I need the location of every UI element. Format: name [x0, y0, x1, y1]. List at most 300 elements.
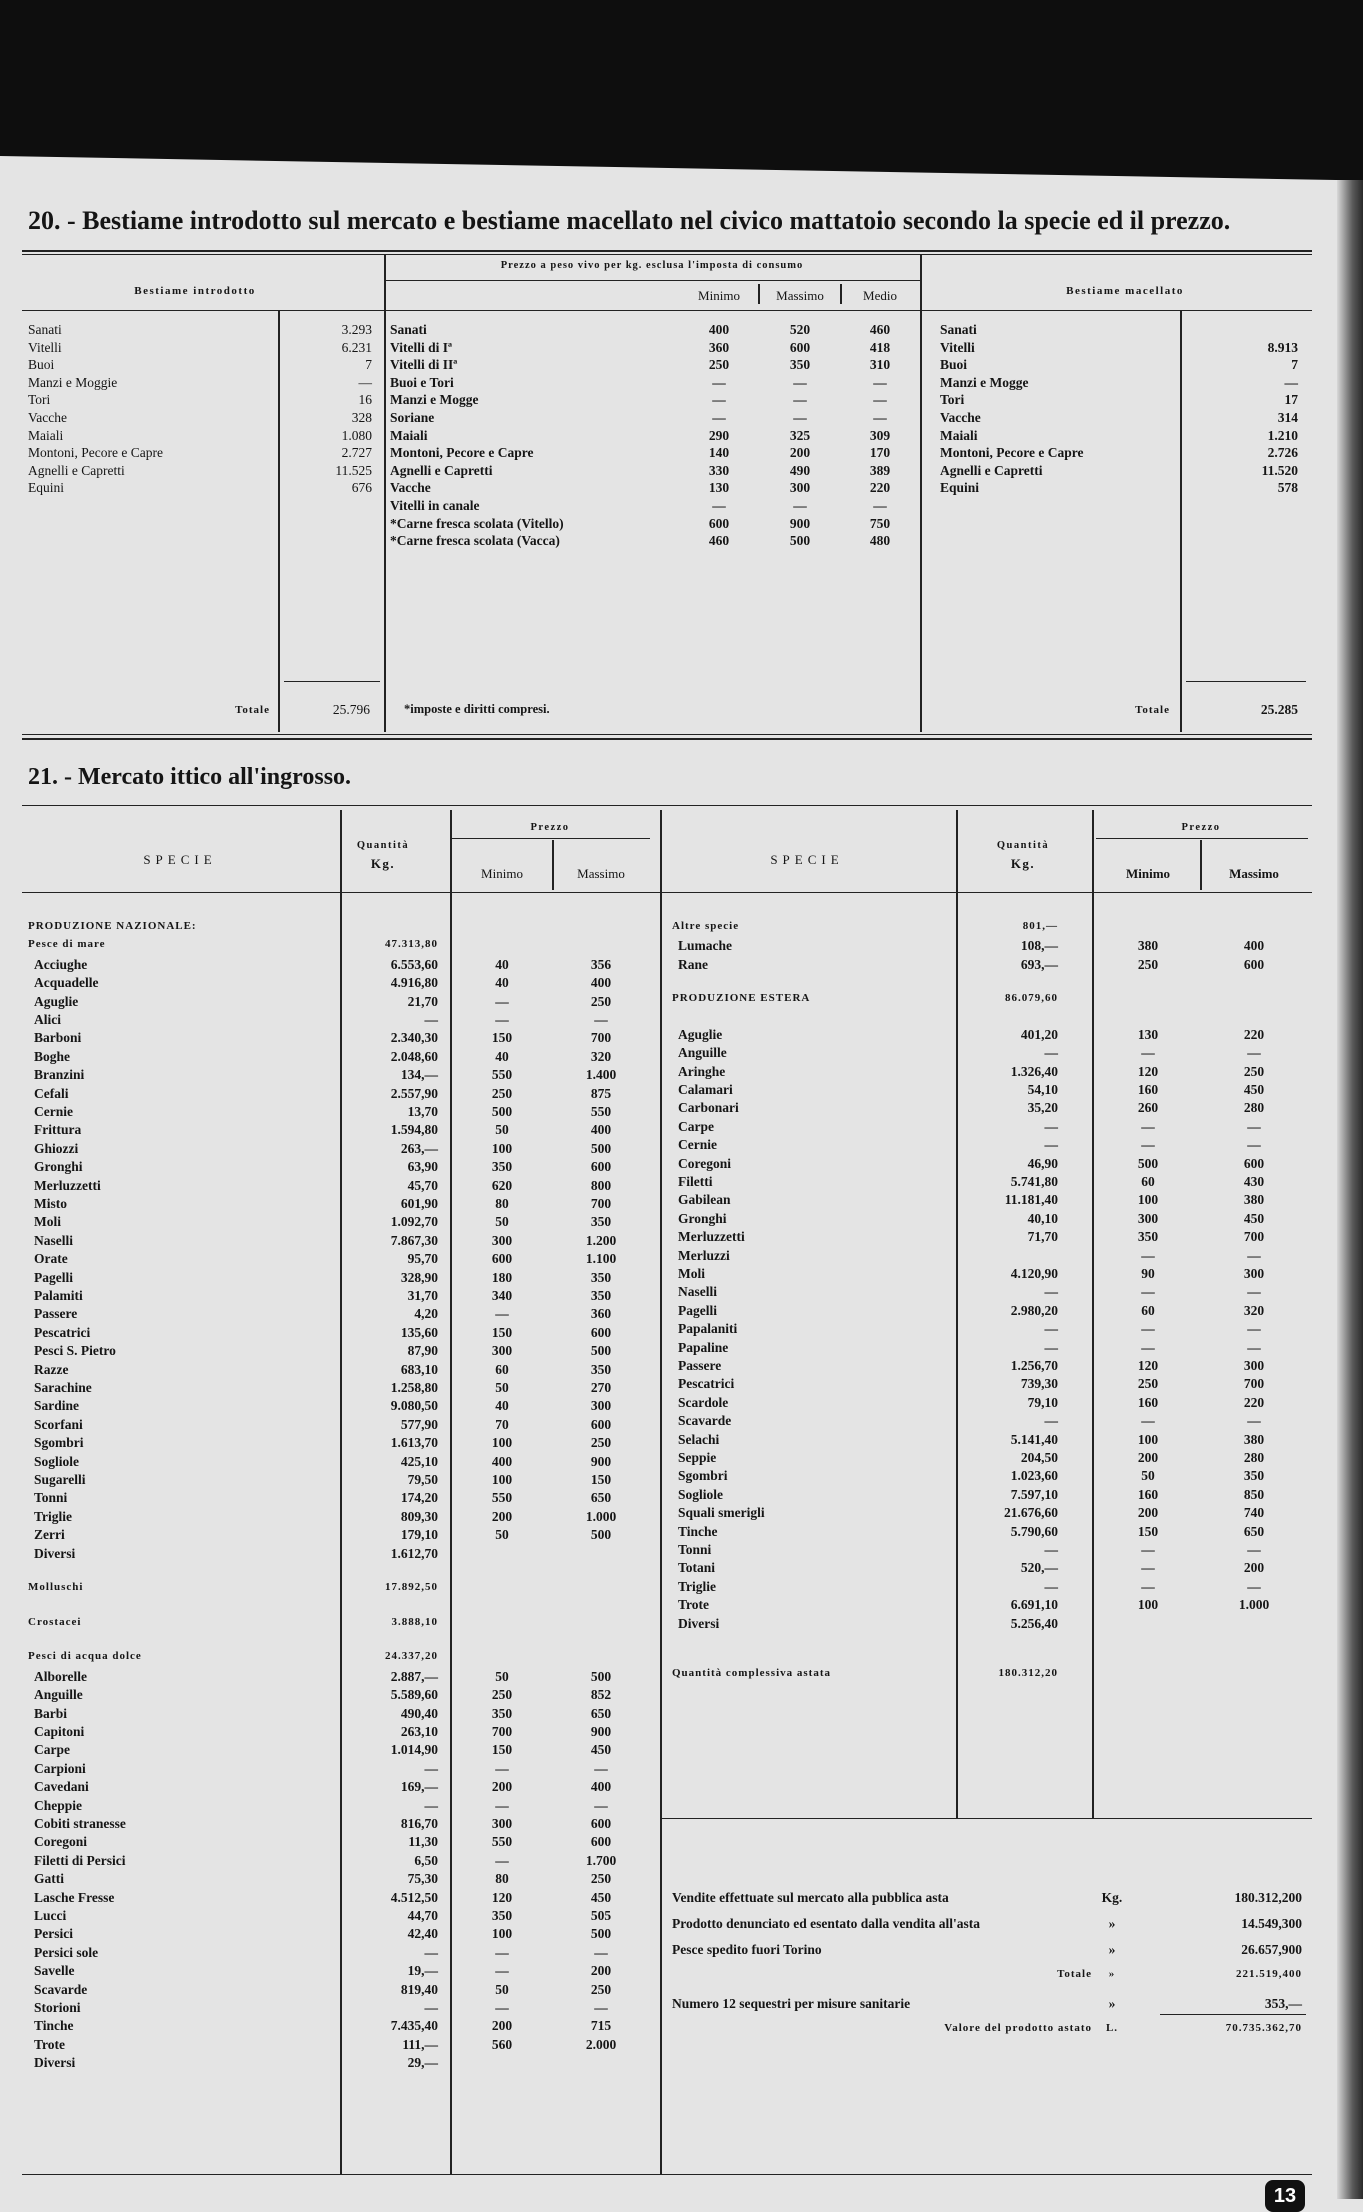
summary-unit: »	[1108, 1942, 1116, 1957]
fish-species: Ghiozzi	[34, 1140, 79, 1156]
fish-species: Razze	[34, 1361, 69, 1377]
fish-species: Trote	[34, 2036, 65, 2052]
fish-qty: 21,70	[407, 993, 438, 1009]
fish-price-min: —	[1141, 1578, 1155, 1594]
fish-species: Pescatrici	[678, 1376, 735, 1392]
price-max: 900	[789, 515, 811, 531]
fish-species: Triglie	[678, 1578, 716, 1594]
price-label: Vitelli di Iª	[390, 339, 453, 355]
fish-price-min: —	[1141, 1118, 1155, 1134]
fish-qty: 95,70	[407, 1251, 438, 1267]
fish-price-min: 250	[491, 1687, 513, 1703]
fish-qty: 809,30	[400, 1508, 438, 1524]
fish-price-min: 130	[1137, 1026, 1159, 1042]
fish-qty: 1.014,90	[390, 1742, 438, 1758]
fish-species: Coregoni	[678, 1155, 731, 1171]
fish-species: Coregoni	[34, 1834, 87, 1850]
price-min: 600	[708, 515, 730, 531]
fish-species: Orate	[34, 1251, 68, 1267]
fish-price-min: 70	[495, 1416, 509, 1432]
fish-species: Calamari	[678, 1081, 733, 1097]
fish-qty: 520,—	[1020, 1560, 1058, 1576]
fish-price-min: —	[1141, 1284, 1155, 1300]
fish-qty: 11,30	[408, 1834, 438, 1850]
fish-species: Capitoni	[34, 1724, 85, 1740]
fish-qty: 2.557,90	[390, 1085, 438, 1101]
fish-price-max: 600	[590, 1834, 612, 1850]
fish-price-max: 300	[590, 1398, 612, 1414]
fish-species: Lasche Fresse	[34, 1889, 115, 1905]
slaughter-qty: 11.520	[1261, 462, 1298, 478]
page-number: 13	[1265, 2180, 1305, 2212]
fish-price-max: 900	[590, 1453, 612, 1469]
fish-qty: —	[1044, 1541, 1058, 1557]
fish-price-max: 320	[1243, 1302, 1265, 1318]
fish-price-min: 550	[491, 1067, 513, 1083]
fish-qty: 11.181,40	[1004, 1192, 1058, 1208]
summary-value: 14.549,300	[1241, 1916, 1302, 1931]
price-label: Vitelli in canale	[390, 498, 480, 513]
intro-qty: 328	[351, 410, 372, 425]
fish-species: Carpioni	[34, 1760, 86, 1776]
fish-species: Sogliole	[34, 1453, 80, 1469]
fish-qty: 425,10	[400, 1453, 438, 1469]
fish-species: Boghe	[34, 1048, 71, 1064]
fish-price-max: 800	[590, 1177, 612, 1193]
fish-qty: 29,—	[407, 2055, 438, 2071]
fish-qty: 4.512,50	[390, 1889, 438, 1905]
fish-price-max: 1.000	[1238, 1597, 1270, 1613]
intro-label: Equini	[28, 480, 64, 496]
fish-qty: 5.741,80	[1010, 1173, 1058, 1189]
fish-qty: 4.916,80	[390, 975, 438, 991]
intro-qty: 3.293	[341, 322, 372, 337]
fish-qty: 1.256,70	[1010, 1357, 1058, 1373]
fish-qty: 819,40	[400, 1981, 438, 1997]
fish-price-min: 50	[495, 1981, 509, 1997]
fish-price-max: —	[594, 1797, 608, 1813]
fish-qty: 2.048,60	[390, 1048, 438, 1064]
fish-price-min: 50	[1141, 1468, 1155, 1484]
table-21-top-rule	[22, 805, 1312, 806]
right-col-qty-unit: Kg.	[1010, 856, 1036, 871]
fish-price-min: 100	[1137, 1192, 1159, 1208]
summary-unit: L.	[1105, 2022, 1119, 2034]
vr	[1200, 840, 1202, 890]
fish-species: Passere	[34, 1306, 78, 1322]
slaughter-sum-rule	[1186, 681, 1306, 682]
fish-price-max: 850	[1243, 1486, 1265, 1502]
document-page	[0, 150, 1337, 2207]
fish-qty: —	[1044, 1118, 1058, 1134]
fish-price-max: —	[1247, 1284, 1261, 1300]
fish-species: Moli	[678, 1265, 705, 1281]
fish-price-min: 150	[491, 1030, 513, 1046]
fish-species: Sardine	[34, 1398, 80, 1414]
summary-unit: »	[1108, 1996, 1116, 2011]
fish-qty: —	[1044, 1578, 1058, 1594]
intro-qty: —	[358, 374, 372, 390]
fish-price-min: 350	[491, 1705, 513, 1721]
fish-price-max: 450	[590, 1742, 612, 1758]
fish-price-min: —	[1141, 1541, 1155, 1557]
table-21-bottom-rule	[22, 2174, 1312, 2175]
fish-price-max: 280	[1243, 1449, 1265, 1465]
fish-qty: —	[1044, 1284, 1058, 1300]
fish-qty: —	[424, 1797, 438, 1813]
fish-qty: —	[424, 1760, 438, 1776]
fish-price-max: 450	[1243, 1081, 1265, 1097]
fish-qty: 174,20	[400, 1490, 438, 1506]
fish-qty: 19,—	[407, 1963, 438, 1979]
summary-label: Totale	[1057, 1968, 1092, 1980]
fish-price-max: 1.400	[585, 1067, 617, 1083]
fish-species: Pesce di mare	[28, 938, 106, 951]
fish-species: Tinche	[34, 2018, 74, 2034]
summary-value: 70.735.362,70	[1225, 2022, 1302, 2034]
fish-qty: 13,70	[407, 1104, 438, 1119]
fish-species: Diversi	[34, 2055, 76, 2071]
price-max: 200	[789, 445, 811, 461]
fish-qty: 1.258,80	[390, 1380, 438, 1395]
summary-top-rule	[662, 1818, 1312, 1819]
fish-qty: 263,—	[400, 1140, 438, 1156]
fish-price-max: —	[594, 1944, 608, 1960]
fish-species: Cavedani	[34, 1779, 89, 1795]
fish-price-min: 200	[491, 2018, 513, 2034]
fish-qty: 31,70	[407, 1288, 438, 1303]
fish-price-max: 650	[1243, 1523, 1265, 1539]
price-med: 310	[869, 357, 891, 373]
fish-qty: 1.326,40	[1010, 1063, 1058, 1079]
fish-price-max: 400	[1243, 938, 1265, 954]
fish-price-min: —	[495, 1944, 509, 1960]
fish-price-max: 250	[1243, 1063, 1265, 1079]
fish-price-min: 90	[1141, 1265, 1155, 1281]
fish-qty: 79,10	[1027, 1394, 1058, 1410]
fish-price-max: 700	[1243, 1229, 1265, 1245]
fish-price-min: 250	[1137, 1376, 1159, 1392]
fish-qty: —	[424, 2000, 438, 2016]
table-20-top-rule-thin	[22, 254, 1312, 255]
price-min: 460	[708, 533, 730, 549]
fish-qty: 108,—	[1020, 938, 1058, 954]
vr	[278, 310, 280, 732]
fish-species: Papaline	[678, 1339, 729, 1355]
fish-qty: 6.691,10	[1010, 1597, 1058, 1613]
fish-price-max: 430	[1243, 1173, 1265, 1189]
fish-species: Filetti	[678, 1173, 713, 1189]
right-col-min: Minimo	[1125, 866, 1171, 881]
fish-species: Persici sole	[34, 1944, 99, 1960]
fish-qty: 5.141,40	[1010, 1431, 1058, 1447]
intro-qty: 7	[365, 357, 372, 373]
fish-price-min: 150	[491, 1742, 513, 1758]
fish-qty: 6,50	[414, 1852, 438, 1868]
fish-price-max: 600	[590, 1159, 612, 1175]
table-21-title: 21. - Mercato ittico all'ingrosso.	[28, 764, 352, 790]
fish-price-min: 40	[495, 1398, 509, 1414]
fish-price-min: 60	[1141, 1173, 1155, 1189]
fish-qty: 5.256,40	[1010, 1615, 1058, 1631]
slaughter-total-label: Totale	[1135, 704, 1170, 716]
fish-price-min: 400	[491, 1453, 513, 1469]
fish-price-min: 350	[1137, 1229, 1159, 1245]
price-max: 350	[789, 357, 811, 373]
price-label: Agnelli e Capretti	[390, 462, 493, 478]
left-col-max: Massimo	[577, 866, 625, 881]
fish-qty: 45,70	[407, 1177, 438, 1193]
fish-price-max: 250	[590, 1981, 612, 1997]
fish-price-min: 300	[491, 1232, 513, 1248]
slaughter-label: Maiali	[940, 427, 978, 443]
fish-species: Acciughe	[34, 956, 88, 972]
fish-price-min: 380	[1137, 938, 1159, 954]
price-label: Montoni, Pecore e Capre	[390, 445, 534, 461]
summary-label: Valore del prodotto astato	[944, 2022, 1092, 2034]
intro-label: Tori	[28, 392, 51, 408]
fish-price-max: 500	[590, 1140, 612, 1156]
right-col-max: Massimo	[1229, 866, 1279, 881]
price-min: 400	[708, 322, 730, 337]
price-note: *imposte e diritti compresi.	[404, 702, 550, 716]
fish-species: Triglie	[34, 1508, 72, 1524]
fish-price-max: —	[1247, 1045, 1261, 1061]
fish-price-min: —	[495, 2000, 509, 2016]
intro-qty: 676	[351, 480, 372, 496]
fish-qty: 71,70	[1027, 1229, 1058, 1245]
fish-species: Passere	[678, 1357, 722, 1373]
fish-price-min: 120	[1137, 1063, 1159, 1079]
vr	[384, 254, 386, 732]
price-min: 290	[708, 427, 730, 443]
fish-price-min: 620	[491, 1177, 513, 1193]
price-med: —	[873, 498, 887, 513]
fish-price-min: —	[495, 1797, 509, 1813]
fish-species: Anguille	[34, 1687, 83, 1703]
fish-price-max: 250	[590, 1871, 612, 1887]
fish-price-max: 600	[590, 1324, 612, 1340]
fish-price-max: 200	[590, 1963, 612, 1979]
fish-qty: —	[1044, 1413, 1058, 1429]
price-max: —	[793, 392, 807, 408]
price-min: 140	[708, 445, 730, 461]
intro-label: Vacche	[28, 410, 67, 425]
vr	[1092, 810, 1094, 1818]
fish-price-min: 40	[495, 1048, 509, 1064]
fish-price-max: 700	[1243, 1376, 1265, 1392]
fish-price-min: 100	[1137, 1597, 1159, 1613]
fish-species: Pesci di acqua dolce	[28, 1650, 142, 1663]
summary-label: Prodotto denunciato ed esentato dalla vendita all'asta	[672, 1916, 981, 1931]
fish-price-min: 150	[491, 1324, 513, 1340]
fish-price-max: 500	[590, 1527, 612, 1543]
fish-price-max: 350	[590, 1361, 612, 1377]
price-med: —	[873, 410, 887, 425]
fish-species: Persici	[34, 1926, 73, 1942]
fish-price-min: 350	[491, 1159, 513, 1175]
fish-qty: 4.120,90	[1010, 1265, 1058, 1281]
fish-price-min: 350	[491, 1908, 513, 1924]
fish-price-min: 60	[1141, 1302, 1155, 1318]
fish-species: Molluschi	[28, 1580, 84, 1593]
fish-qty: 87,90	[407, 1343, 438, 1359]
price-label: Vacche	[390, 480, 431, 496]
slaughter-label: Montoni, Pecore e Capre	[940, 445, 1084, 461]
fish-qty: —	[424, 1944, 438, 1960]
fish-species: Diversi	[678, 1615, 720, 1631]
right-col-price: Prezzo	[1181, 822, 1221, 833]
fish-price-min: —	[495, 1963, 509, 1979]
price-label: Maiali	[390, 427, 428, 443]
fish-qty: 490,40	[400, 1705, 438, 1721]
vr	[660, 810, 662, 2174]
fish-price-min: 150	[1137, 1523, 1159, 1539]
fish-species: Alborelle	[34, 1668, 87, 1684]
fish-price-max: 280	[1243, 1100, 1265, 1116]
fish-price-max: 360	[590, 1306, 612, 1322]
fish-qty: 1.612,70	[390, 1545, 438, 1561]
summary-value: 26.657,900	[1241, 1942, 1302, 1957]
fish-species: Quantità complessiva astata	[672, 1667, 831, 1680]
price-label: Buoi e Tori	[390, 374, 454, 390]
price-med: 220	[869, 480, 891, 496]
fish-qty: 7.597,10	[1010, 1486, 1058, 1502]
right-col-species: SPECIE	[770, 852, 844, 867]
fish-qty: 54,10	[1027, 1081, 1058, 1097]
fish-species: Gronghi	[34, 1159, 83, 1175]
fish-qty: 328,90	[400, 1269, 438, 1285]
fish-qty: 5.589,60	[390, 1687, 438, 1703]
scan-right-edge	[1337, 180, 1363, 2199]
fish-price-max: 700	[590, 1030, 612, 1046]
fish-species: Scavarde	[678, 1413, 732, 1429]
fish-price-max: 852	[590, 1687, 612, 1703]
fish-price-max: 400	[590, 1779, 612, 1795]
fish-species: Naselli	[678, 1284, 717, 1300]
intro-total-label: Totale	[235, 704, 270, 716]
vr	[758, 284, 760, 304]
fish-species: Zerri	[34, 1527, 65, 1543]
fish-species: Merluzzi	[678, 1247, 730, 1263]
fish-price-max: 875	[590, 1085, 612, 1101]
fish-price-min: 200	[1137, 1449, 1159, 1465]
intro-label: Manzi e Moggie	[28, 374, 118, 390]
fish-price-min: 200	[491, 1508, 513, 1524]
fish-price-max: 250	[590, 1435, 612, 1451]
fish-price-max: 740	[1243, 1505, 1265, 1521]
fish-price-min: 50	[495, 1214, 509, 1230]
fish-price-max: 700	[590, 1196, 612, 1211]
slaughter-label: Manzi e Mogge	[940, 374, 1029, 390]
fish-qty: 601,90	[400, 1196, 438, 1211]
fish-species: PRODUZIONE NAZIONALE:	[28, 920, 197, 932]
fish-price-min: —	[1141, 1321, 1155, 1337]
slaughter-label: Tori	[940, 392, 965, 408]
summary-sum-rule	[1160, 2014, 1306, 2015]
fish-species: Papalaniti	[678, 1321, 738, 1337]
fish-qty: —	[424, 1012, 438, 1027]
price-max: 490	[789, 462, 811, 478]
fish-qty: 577,90	[400, 1416, 438, 1432]
price-max: 300	[789, 480, 811, 496]
fish-species: Carbonari	[678, 1100, 739, 1116]
fish-qty: 135,60	[400, 1324, 438, 1340]
fish-species: Totani	[678, 1560, 716, 1576]
intro-label: Buoi	[28, 357, 55, 373]
fish-price-max: 450	[590, 1889, 612, 1905]
fish-price-min: 550	[491, 1834, 513, 1850]
vr	[840, 284, 842, 304]
slaughter-qty: 2.726	[1267, 445, 1298, 461]
intro-qty: 6.231	[341, 339, 372, 355]
vr	[552, 840, 554, 890]
price-header-rule	[386, 280, 920, 281]
fish-price-min: —	[1141, 1560, 1155, 1576]
fish-price-min: 160	[1137, 1081, 1159, 1097]
table-20-header-rule	[22, 310, 1312, 311]
fish-price-min: 100	[491, 1472, 513, 1487]
fish-price-max: —	[1247, 1118, 1261, 1134]
price-min: —	[712, 374, 726, 390]
fish-qty: 7.867,30	[390, 1232, 438, 1248]
intro-label: Montoni, Pecore e Capre	[28, 445, 163, 461]
fish-qty: 24.337,20	[385, 1650, 438, 1663]
fish-price-min: 50	[495, 1380, 509, 1395]
slaughter-header: Bestiame macellato	[1066, 285, 1184, 297]
price-col-max: Massimo	[776, 288, 824, 303]
fish-species: Aguglie	[34, 993, 79, 1009]
price-min: 330	[708, 462, 730, 478]
intro-sum-rule	[284, 681, 380, 682]
fish-species: Gronghi	[678, 1210, 727, 1226]
intro-total: 25.796	[332, 702, 370, 717]
fish-price-max: 320	[590, 1048, 612, 1064]
slaughter-label: Agnelli e Capretti	[940, 462, 1043, 478]
fish-price-max: 350	[590, 1214, 612, 1230]
intro-qty: 1.080	[341, 427, 372, 443]
fish-price-max: 400	[590, 1122, 612, 1138]
fish-price-max: 200	[1243, 1560, 1265, 1576]
fish-price-min: —	[1141, 1137, 1155, 1153]
price-med: 418	[869, 339, 891, 355]
fish-price-min: 80	[495, 1871, 509, 1887]
fish-price-min: 300	[1137, 1210, 1159, 1226]
fish-price-min: 50	[495, 1527, 509, 1543]
fish-price-max: —	[594, 1760, 608, 1776]
fish-price-max: 356	[590, 956, 612, 972]
fish-qty: 21.676,60	[1004, 1505, 1058, 1521]
price-min: 130	[708, 480, 730, 496]
fish-species: Scavarde	[34, 1981, 88, 1997]
price-max: —	[793, 374, 807, 390]
fish-price-min: 560	[491, 2036, 513, 2052]
fish-price-max: 220	[1243, 1394, 1265, 1410]
fish-qty: 801,—	[1022, 920, 1058, 932]
fish-price-max: 550	[590, 1104, 612, 1119]
price-min: 250	[708, 357, 730, 373]
summary-label: Vendite effettuate sul mercato alla pubblica asta	[672, 1890, 949, 1905]
price-med: 170	[869, 445, 891, 461]
fish-species: Lumache	[678, 938, 732, 954]
fish-qty: 179,10	[400, 1527, 438, 1543]
fish-price-min: 250	[1137, 956, 1159, 972]
fish-qty: 2.980,20	[1010, 1302, 1058, 1318]
summary-unit: Kg.	[1101, 1890, 1123, 1905]
fish-qty: 693,—	[1020, 956, 1058, 972]
fish-price-max: 350	[590, 1269, 612, 1285]
fish-qty: 79,50	[407, 1472, 438, 1487]
